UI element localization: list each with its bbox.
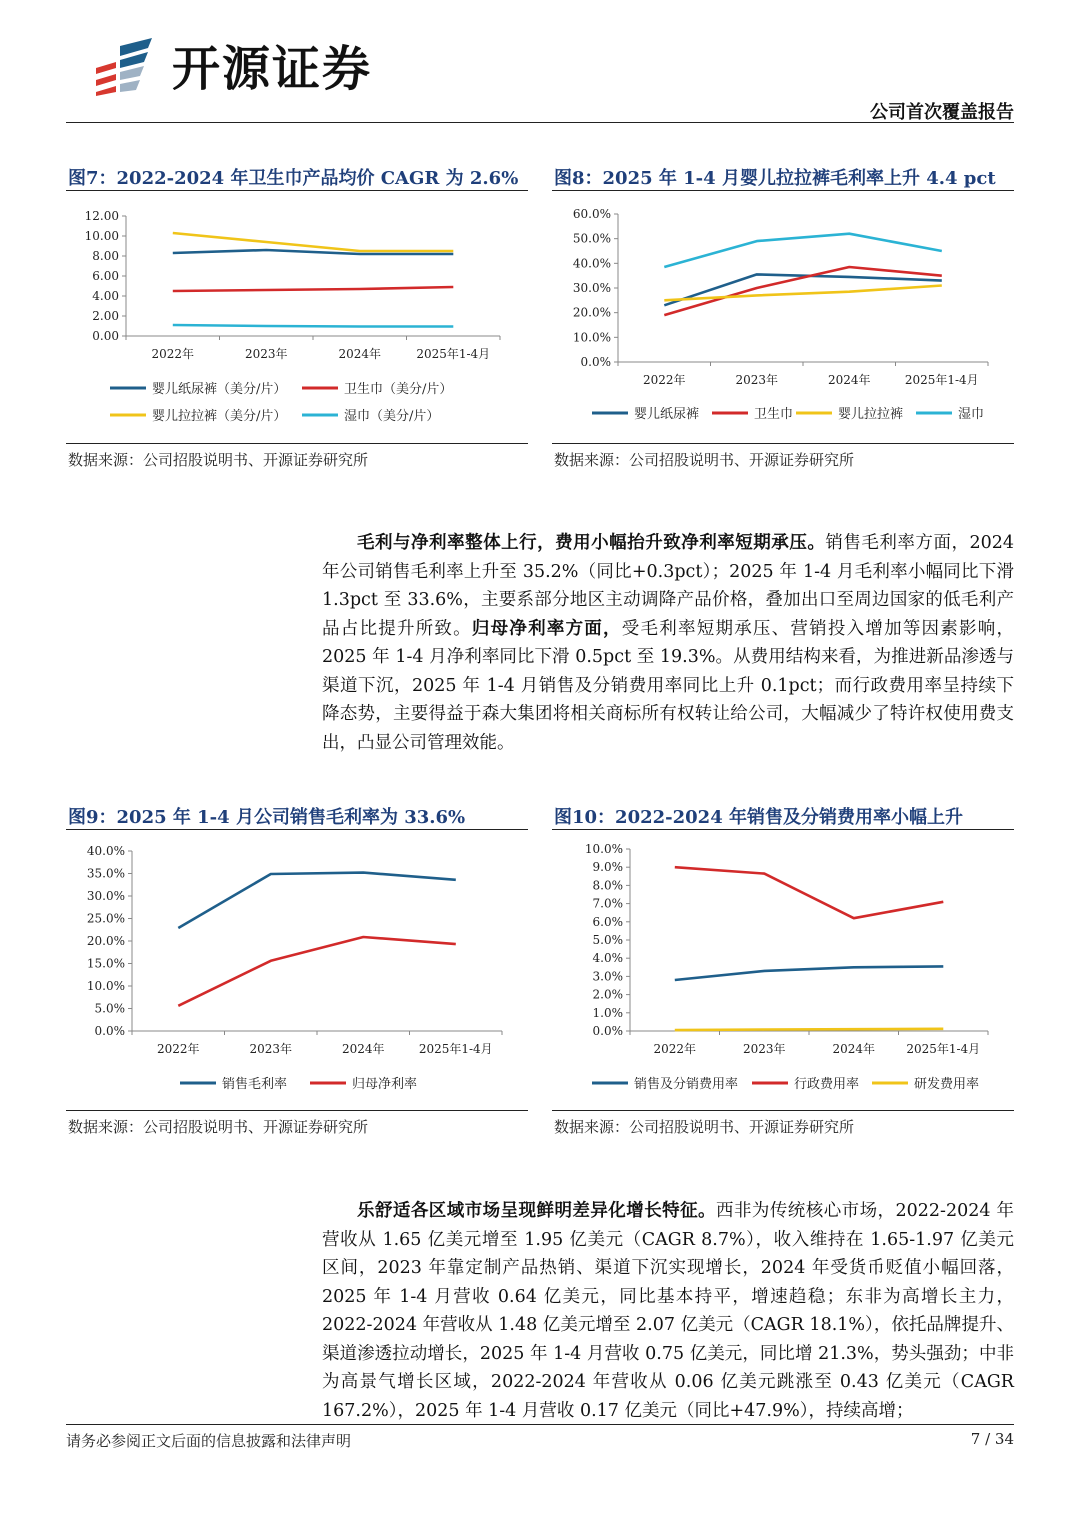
fig8-y-tick-label: 10.0% — [572, 330, 611, 345]
paragraph-lead-2: 归母净利率方面， — [471, 618, 622, 639]
fig9-x-tick-label: 2024年 — [341, 1042, 385, 1056]
fig9-y-tick-label: 15.0% — [86, 956, 125, 971]
fig10-series-line-1 — [675, 966, 944, 980]
paragraph-regional-growth — [322, 1197, 1014, 1425]
fig9-source-rule — [66, 1110, 528, 1111]
fig8-source-rule — [552, 443, 1014, 444]
brand-name: 开源证券 — [172, 41, 373, 97]
fig10-title: 图10：2022-2024 年销售及分销费用率小幅上升 — [554, 807, 963, 828]
fig8-y-tick-label: 20.0% — [572, 305, 611, 320]
fig8-x-tick-label: 2022年 — [642, 373, 686, 387]
fig7-source-rule — [66, 443, 528, 444]
paragraph-margin-profit — [322, 529, 1014, 757]
fig10-y-tick-label: 10.0% — [584, 842, 623, 856]
fig10-x-tick-label: 2023年 — [742, 1042, 786, 1056]
fig7-y-tick-label: 4.00 — [92, 289, 119, 303]
report-type: 公司首次覆盖报告 — [870, 102, 1014, 123]
fig8-x-tick-label: 2024年 — [827, 373, 871, 387]
fig8-title: 图8：2025 年 1-4 月婴儿拉拉裤毛利率上升 4.4 pct — [554, 168, 996, 189]
fig8-series-line-3 — [664, 286, 942, 301]
fig7-x-tick-label: 2023年 — [244, 347, 288, 361]
fig8-legend-label-4: 湿巾 — [958, 407, 985, 422]
page-number: 7 / 34 — [970, 1430, 1014, 1448]
kaiyuan-logo-icon — [90, 38, 160, 96]
fig10-y-tick-label: 0.0% — [592, 1024, 623, 1038]
fig10-x-tick-label: 2025年1-4月 — [906, 1042, 981, 1056]
fig9-y-tick-label: 0.0% — [94, 1024, 125, 1038]
fig10-y-tick-label: 2.0% — [592, 987, 623, 1002]
fig9-y-tick-label: 20.0% — [86, 934, 125, 948]
fig8-y-tick-label: 30.0% — [572, 281, 611, 295]
fig10-x-tick-label: 2022年 — [653, 1042, 697, 1056]
header-divider — [66, 122, 1014, 123]
paragraph-body-2: 受毛利率短期承压、营销投入增加等因素影响，2025 年 1-4 月净利率同比下滑 0.5pct 至 19.3%。从费用结构来看，为推进新品渗透与渠道下沉，2025 年 1-4 月销售及分销费用率同比上升 0.1pct；而行政费用率呈持续下降态势，主要得益于森大集团将相关商标所有权转让给公司，大幅减少了特许权使用费支出，凸显公司管理效能。 — [322, 618, 1015, 753]
fig8-y-tick-label: 0.0% — [580, 355, 611, 369]
fig8-chart — [552, 200, 1014, 440]
paragraph-lead: 毛利与净利率整体上行，费用小幅抬升致净利率短期承压。 — [357, 533, 826, 553]
fig9-source: 数据来源：公司招股说明书、开源证券研究所 — [68, 1118, 369, 1136]
fig7-y-tick-label: 12.00 — [84, 209, 119, 223]
paragraph-lead: 乐舒适各区域市场呈现鲜明差异化增长特征。 — [357, 1201, 716, 1221]
footer-disclaimer: 请务必参阅正文后面的信息披露和法律声明 — [66, 1432, 352, 1450]
paragraph-body: 销售毛利率方面，2024 年公司销售毛利率上升至 35.2%（同比+0.3pct）；2025 年 1-4 月毛利率小幅同比下滑 1.3pct 至 33.6%，主要系部分地区主动调降产品价格，叠加出口至周边国家的低毛利产品占比提升所致。 — [322, 533, 1015, 639]
fig9-y-tick-label: 35.0% — [86, 866, 125, 881]
fig10-source: 数据来源：公司招股说明书、开源证券研究所 — [554, 1118, 855, 1136]
fig8-title-rule — [552, 190, 1014, 191]
fig8-x-tick-label: 2023年 — [735, 373, 779, 387]
fig10-source-rule — [552, 1110, 1014, 1111]
footer-divider — [66, 1424, 1014, 1425]
fig9-y-tick-label: 30.0% — [86, 889, 125, 903]
fig7-x-tick-label: 2024年 — [338, 347, 382, 361]
fig7-legend-label-3: 婴儿拉拉裤（美分/片） — [152, 409, 287, 424]
fig9-x-tick-label: 2022年 — [156, 1042, 200, 1056]
fig9-series-line-2 — [178, 937, 456, 1006]
fig8-y-tick-label: 40.0% — [572, 256, 611, 271]
fig10-x-tick-label: 2024年 — [832, 1042, 876, 1056]
fig7-y-tick-label: 0.00 — [92, 329, 119, 343]
fig10-series-line-2 — [675, 867, 944, 918]
fig10-y-tick-label: 4.0% — [592, 951, 623, 966]
fig9-title: 图9：2025 年 1-4 月公司销售毛利率为 33.6% — [68, 807, 466, 828]
fig7-title: 图7：2022-2024 年卫生巾产品均价 CAGR 为 2.6% — [68, 168, 519, 189]
fig9-title-rule — [66, 829, 528, 830]
fig8-series-line-1 — [664, 274, 942, 305]
fig8-legend-label-2: 卫生巾 — [754, 407, 794, 422]
fig10-y-tick-label: 1.0% — [592, 1005, 623, 1020]
fig10-y-tick-label: 7.0% — [592, 896, 623, 911]
fig10-y-tick-label: 6.0% — [592, 914, 623, 929]
fig7-y-tick-label: 6.00 — [92, 269, 119, 283]
fig7-series-line-4 — [173, 325, 454, 327]
fig7-chart — [66, 200, 528, 440]
fig7-x-tick-label: 2022年 — [151, 347, 195, 361]
fig9-x-tick-label: 2025年1-4月 — [418, 1042, 493, 1056]
fig10-title-rule — [552, 829, 1014, 830]
fig9-y-tick-label: 10.0% — [86, 979, 125, 993]
fig7-legend-label-4: 湿巾（美分/片） — [344, 409, 440, 424]
fig9-series-line-1 — [178, 873, 456, 928]
fig7-x-tick-label: 2025年1-4月 — [416, 347, 491, 361]
fig8-source: 数据来源：公司招股说明书、开源证券研究所 — [554, 451, 855, 469]
fig9-legend-label-2: 归母净利率 — [352, 1077, 418, 1092]
fig7-legend-label-1: 婴儿纸尿裤（美分/片） — [152, 382, 287, 397]
fig8-legend-label-1: 婴儿纸尿裤 — [634, 407, 700, 422]
fig8-y-tick-label: 50.0% — [572, 231, 611, 246]
fig10-y-tick-label: 9.0% — [592, 860, 623, 875]
fig7-y-tick-label: 2.00 — [92, 309, 119, 323]
fig9-legend-label-1: 销售毛利率 — [222, 1077, 288, 1092]
fig10-chart — [552, 838, 1014, 1102]
fig7-series-line-3 — [173, 233, 454, 251]
fig8-legend-label-3: 婴儿拉拉裤 — [838, 407, 904, 422]
fig10-legend-label-3: 研发费用率 — [914, 1077, 980, 1092]
fig7-series-line-2 — [173, 287, 454, 291]
fig9-y-tick-label: 40.0% — [86, 844, 125, 858]
fig10-y-tick-label: 3.0% — [592, 969, 623, 984]
fig10-legend-label-1: 销售及分销费用率 — [634, 1077, 739, 1092]
fig7-y-tick-label: 8.00 — [92, 249, 119, 263]
fig10-series-line-3 — [675, 1029, 944, 1030]
fig9-chart — [66, 838, 528, 1102]
fig9-y-tick-label: 25.0% — [86, 911, 125, 926]
fig7-title-rule — [66, 190, 528, 191]
paragraph-body: 西非为传统核心市场，2022-2024 年营收从 1.65 亿美元增至 1.95 亿美元（CAGR 8.7%），收入维持在 1.65-1.97 亿美元区间，2023 年靠定制产品热销、渠道下沉实现增长，2024 年受货币贬值小幅回落，2025 年 1-4 月营收 0.64 亿美元，同比基本持平，增速趋稳；东非为高增长主力，2022-2024 年营收从 1.48 亿美元增至 2.07 亿美元（CAGR 18.1%），依托品牌提升、渠道渗透拉动增长，2025 年 1-4 月营收 0.75 亿美元，同比增 21.3%，势头强劲；中非为高景气增长区域，2022-2024 年营收从 0.06 亿美元跳涨至 0.43 亿美元（CAGR 167.2%），2025 年 1-4 月营收 0.17 亿美元（同比+47.9%），持续高增； — [322, 1201, 1014, 1421]
fig8-series-line-4 — [664, 234, 942, 267]
fig9-y-tick-label: 5.0% — [94, 1001, 125, 1016]
fig7-legend-label-2: 卫生巾（美分/片） — [344, 382, 453, 397]
fig8-x-tick-label: 2025年1-4月 — [904, 373, 979, 387]
fig9-x-tick-label: 2023年 — [249, 1042, 293, 1056]
fig10-y-tick-label: 5.0% — [592, 933, 623, 947]
fig7-y-tick-label: 10.00 — [84, 229, 119, 243]
fig10-legend-label-2: 行政费用率 — [794, 1077, 860, 1092]
fig8-y-tick-label: 60.0% — [572, 207, 611, 221]
fig10-y-tick-label: 8.0% — [592, 878, 623, 893]
fig7-source: 数据来源：公司招股说明书、开源证券研究所 — [68, 451, 369, 469]
